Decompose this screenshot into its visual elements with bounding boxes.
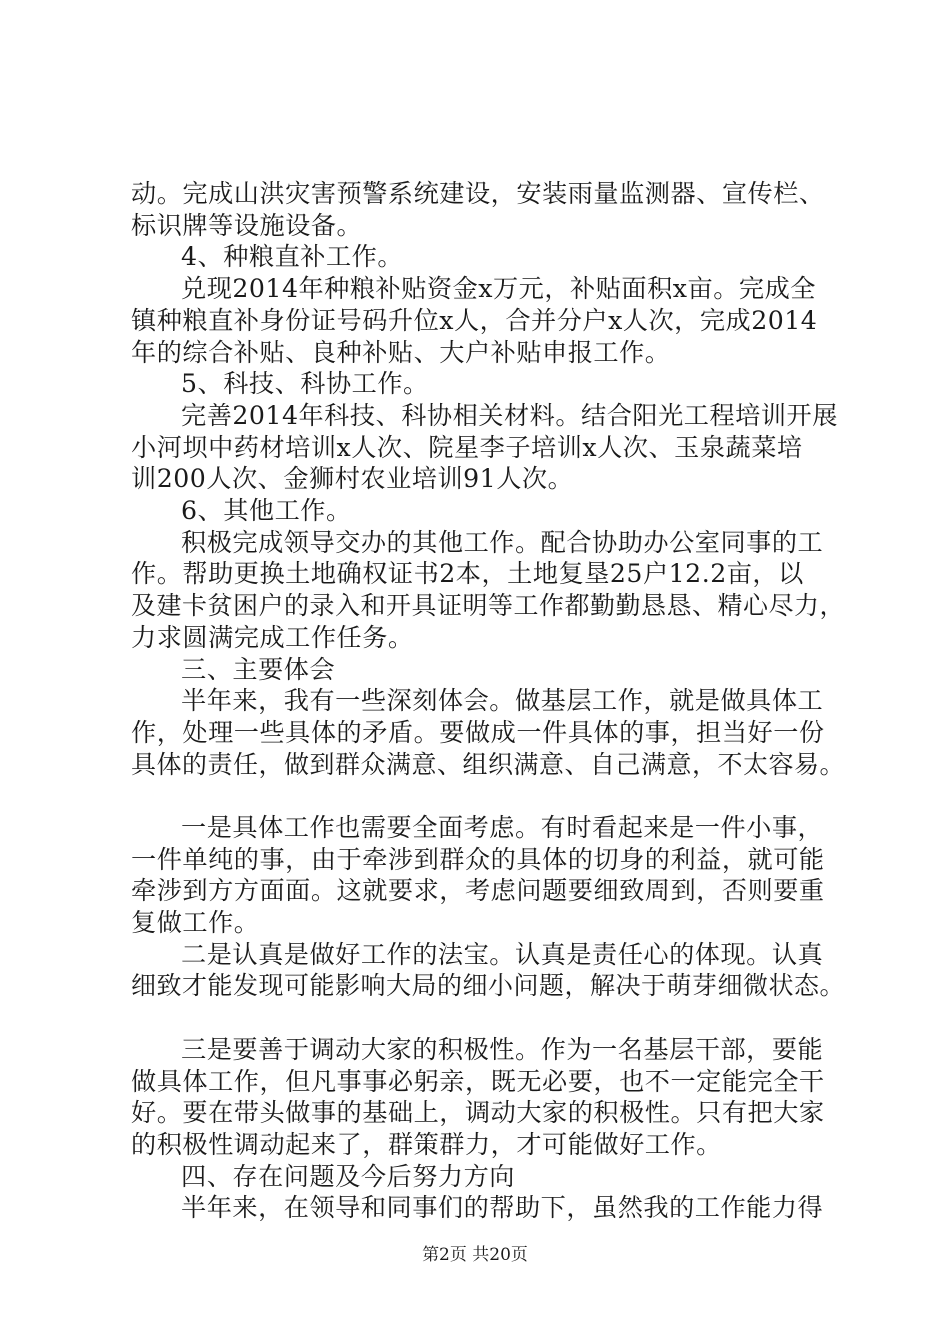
page-footer: 第2页 共20页 (422, 1245, 528, 1265)
body-line: 小河坝中药材培训x人次、院星李子培训x人次、玉泉蔬菜培 (131, 432, 803, 462)
body-line: 半年来，我有一些深刻体会。做基层工作，就是做具体工 (181, 686, 824, 716)
body-line: 积极完成领导交办的其他工作。配合协助办公室同事的工 (181, 527, 824, 557)
body-line: 动。完成山洪灾害预警系统建设，安装雨量监测器、宣传栏、 (131, 179, 825, 208)
body-line: 及建卡贫困户的录入和开具证明等工作都勤勤恳恳、精心尽力， (131, 591, 846, 621)
section-heading: 4、种粮直补工作。 (181, 242, 404, 272)
body-line: 半年来，在领导和同事们的帮助下，虽然我的工作能力得 (181, 1193, 824, 1223)
section-heading: 5、科技、科协工作。 (181, 369, 429, 399)
body-line: 的积极性调动起来了，群策群力，才可能做好工作。 (131, 1129, 722, 1159)
section-heading: 四、存在问题及今后努力方向 (181, 1161, 515, 1191)
body-line: 好。要在带头做事的基础上，调动大家的积极性。只有把大家 (131, 1098, 825, 1128)
body-line: 二是认真是做好工作的法宝。认真是责任心的体现。认真 (181, 939, 824, 969)
section-heading: 三、主要体会 (181, 654, 336, 684)
body-line: 力求圆满完成工作任务。 (131, 622, 414, 652)
body-line: 完善2014年科技、科协相关材料。结合阳光工程培训开展 (181, 400, 838, 430)
body-line: 做具体工作，但凡事事必躬亲，既无必要，也不一定能完全干 (131, 1066, 825, 1096)
body-line: 兑现2014年种粮补贴资金x万元，补贴面积x亩。完成全 (181, 274, 816, 304)
body-line: 作，处理一些具体的矛盾。要做成一件具体的事，担当好一份 (131, 717, 825, 747)
body-line: 一是具体工作也需要全面考虑。有时看起来是一件小事， (181, 812, 824, 842)
body-line: 标识牌等设施设备。 (131, 210, 363, 240)
body-line: 牵涉到方方面面。这就要求，考虑问题要细致周到，否则要重 (131, 876, 825, 906)
body-line: 复做工作。 (131, 908, 260, 937)
body-line: 一件单纯的事，由于牵涉到群众的具体的切身的利益，就可能 (131, 844, 825, 874)
body-line: 具体的责任，做到群众满意、组织满意、自己满意，不太容易。 (131, 749, 846, 779)
body-line: 细致才能发现可能影响大局的细小问题，解决于萌芽细微状态。 (131, 971, 846, 1001)
body-line: 镇种粮直补身份证号码升位x人，合并分户x人次，完成2014 (131, 305, 818, 335)
body-line: 年的综合补贴、良种补贴、大户补贴申报工作。 (131, 337, 671, 367)
section-heading: 6、其他工作。 (181, 496, 352, 525)
body-line: 作。帮助更换土地确权证书2本，土地复垦25户12.2亩，以 (131, 559, 804, 589)
body-line: 三是要善于调动大家的积极性。作为一名基层干部，要能 (181, 1034, 824, 1064)
body-line: 训200人次、金狮村农业培训91人次。 (131, 464, 574, 494)
